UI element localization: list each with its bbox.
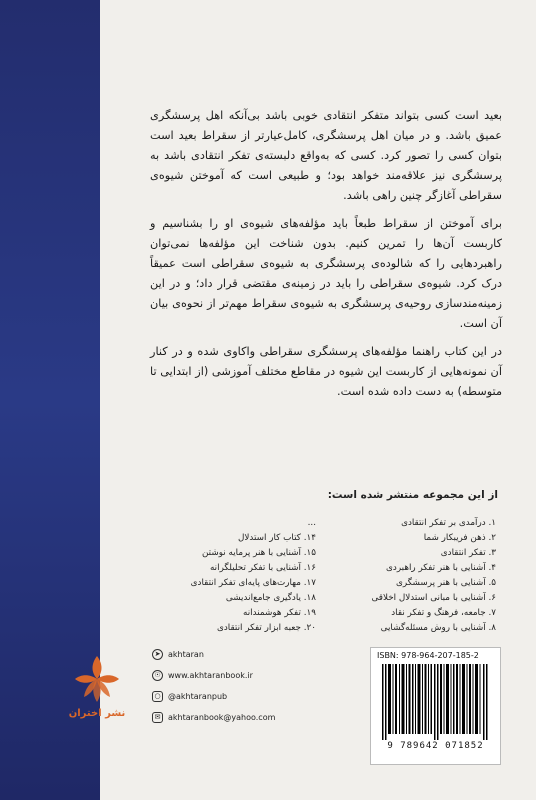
series-item: ۱. درآمدی بر تفکر انتقادی bbox=[401, 518, 496, 528]
instagram-icon: ○ bbox=[152, 691, 163, 702]
isbn-barcode-box bbox=[370, 647, 501, 765]
series-item: ۱۷. مهارت‌های پایه‌ای تفکر انتقادی bbox=[190, 578, 316, 588]
blurb-paragraph-1: بعید است کسی بتواند متفکر انتقادی خوبی باشد بی‌آنکه اهل پرسشگری عمیق باشد. و در میان اهل پرسشگری، کامل‌عیارتر از سقراط بعید است بتوان کسی را تصور کرد. کسی که به‌واقع دلبسته‌ی تفکر انتقادی باشد به پرسشگری نیز علاقه‌مند خواهد بود؛ و طبیعی است که آموختن شیوه‌ی سقراطی آغازگر چنین راهی باشد. bbox=[150, 109, 502, 202]
blurb-paragraph-3: در این کتاب راهنما مؤلفه‌های پرسشگری سقراطی واکاوی شده و در کنار آن نمونه‌هایی از کاربست این شیوه در مقاطع مختلف آموزشی (از ابتدایی تا متوسطه) به دست داده شده است. bbox=[150, 345, 502, 398]
series-item: ۲۰. جعبه ابزار تفکر انتقادی bbox=[216, 623, 316, 633]
series-item: ۲. ذهن فریبکار شما bbox=[423, 533, 496, 543]
series-item: ۵. آشنایی با هنر پرسشگری bbox=[395, 578, 496, 588]
blurb-paragraph-2: برای آموختن از سقراط طبعاً باید مؤلفه‌های شیوه‌ی او را بشناسیم و کاربست آن‌ها را تمرین کنیم. بدون شناخت این مؤلفه‌ها نمی‌توان راهبردهایی را که شالوده‌ی پرسشگری به شیوه‌ی سقراطی است عمیقاً درک کرد. شیوه‌ی سقراطی را باید در زمینه‌ی مقتضی قرار داد؛ و در این زمینه‌مندسازی روحیه‌ی پرسشگری به شیوه‌ی سقراط مهم‌تر از نحوه‌ی بیان آن است. bbox=[150, 217, 502, 330]
series-item: ... bbox=[307, 518, 316, 528]
series-item: ۱۵. آشنایی با هنر پرمایه نوشتن bbox=[201, 548, 316, 558]
series-list-left bbox=[156, 516, 316, 636]
series-item: ۱۴. کتاب کار استدلال bbox=[237, 533, 316, 543]
series-item: ۱۸. یادگیری جامع‌اندیشی bbox=[225, 593, 316, 603]
series-item: ۶. آشنایی با مبانی استدلال اخلاقی bbox=[371, 593, 496, 603]
contact-text: akhtaran bbox=[168, 650, 204, 659]
series-list-title: از این مجموعه منتشر شده است: bbox=[327, 489, 498, 501]
blurb-text bbox=[150, 106, 502, 410]
contact-website bbox=[152, 665, 292, 686]
isbn-digits: 9 789642 071852 bbox=[387, 741, 484, 751]
barcode-icon bbox=[380, 664, 492, 740]
publisher-block bbox=[52, 652, 142, 719]
email-icon: ✉ bbox=[152, 712, 163, 723]
contact-text: akhtaranbook@yahoo.com bbox=[168, 713, 276, 722]
series-list-right bbox=[346, 516, 496, 636]
series-item: ۷. جامعه، فرهنگ و تفکر نقاد bbox=[391, 608, 496, 618]
globe-icon: ☉ bbox=[152, 670, 163, 681]
series-item: ۴. آشنایی با هنر تفکر راهبردی bbox=[386, 563, 496, 573]
contact-text: @akhtaranpub bbox=[168, 692, 228, 701]
contact-telegram bbox=[152, 644, 292, 665]
contact-email bbox=[152, 707, 292, 728]
telegram-icon: ➤ bbox=[152, 649, 163, 660]
publisher-logo-icon bbox=[71, 652, 123, 706]
series-item: ۸. آشنایی با روش مسئله‌گشایی bbox=[380, 623, 496, 633]
series-item: ۱۶. آشنایی با تفکر تحلیلگرانه bbox=[209, 563, 316, 573]
series-item: ۱۹. تفکر هوشمندانه bbox=[243, 608, 316, 618]
series-item: ۳. تفکر انتقادی bbox=[440, 548, 496, 558]
isbn-label: ISBN: 978-964-207-185-2 bbox=[377, 651, 479, 660]
contact-list bbox=[152, 644, 292, 728]
contact-instagram bbox=[152, 686, 292, 707]
publisher-name: نشر اختران bbox=[68, 708, 126, 719]
contact-text: www.akhtaranbook.ir bbox=[168, 671, 253, 680]
